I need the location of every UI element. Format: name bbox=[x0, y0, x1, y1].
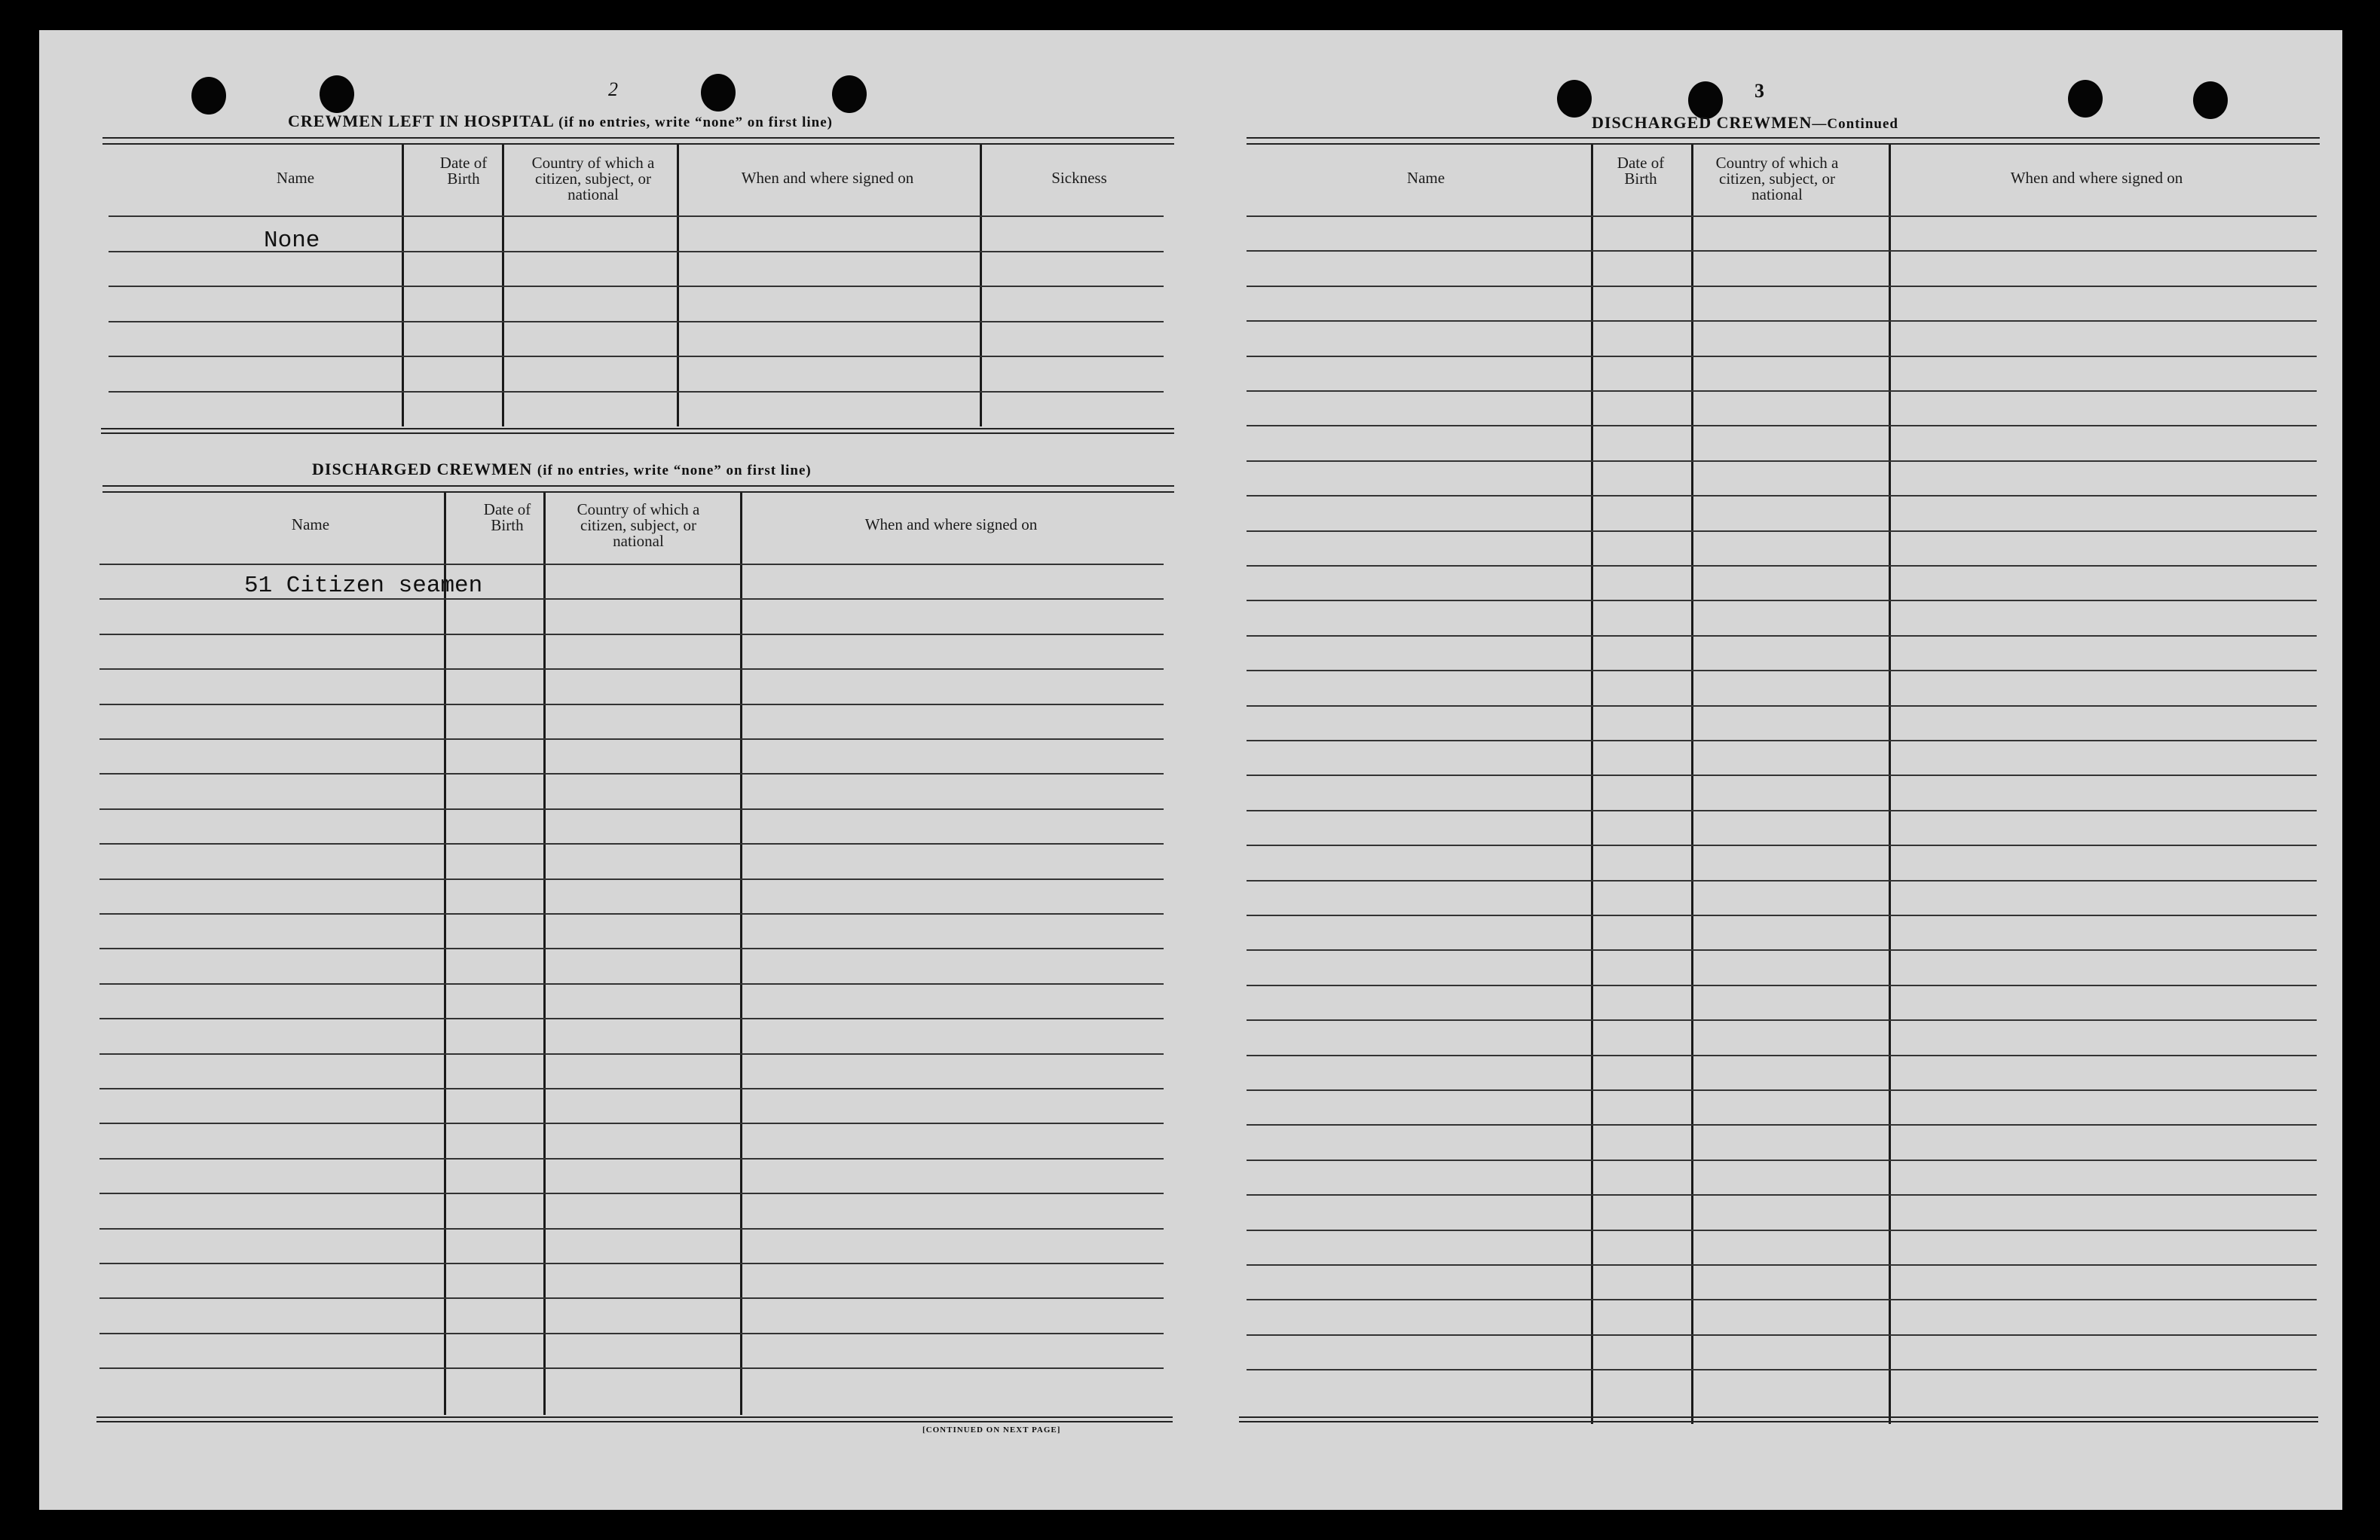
form-row-line bbox=[99, 878, 1164, 880]
divider bbox=[1239, 1416, 2318, 1418]
divider bbox=[102, 491, 1174, 493]
form-row-line bbox=[1247, 356, 2317, 357]
continued-title-suffix: —Continued bbox=[1812, 116, 1898, 132]
form-row-line bbox=[99, 634, 1164, 635]
col-head-country: Country of which a citizen, subject, or national bbox=[577, 500, 700, 550]
form-row-line bbox=[1247, 740, 2317, 741]
form-row-line bbox=[1247, 1055, 2317, 1056]
form-row-line bbox=[109, 286, 1164, 287]
form-row-line bbox=[1247, 670, 2317, 671]
form-row-line bbox=[99, 1193, 1164, 1194]
col-head-country: Country of which a citizen, subject, or national bbox=[531, 154, 655, 203]
form-row-line bbox=[1247, 460, 2317, 462]
column-divider bbox=[543, 493, 546, 1415]
form-row-line bbox=[1247, 775, 2317, 776]
form-row-line bbox=[1247, 1264, 2317, 1266]
form-row-line bbox=[99, 1367, 1164, 1369]
form-row-line bbox=[1247, 1160, 2317, 1161]
form-row-line bbox=[1247, 1230, 2317, 1231]
form-row-line bbox=[109, 321, 1164, 322]
hospital-title-instruction: (if no entries, write “none” on first line) bbox=[558, 115, 833, 130]
punch-hole bbox=[320, 75, 354, 113]
form-row-line bbox=[99, 1018, 1164, 1019]
form-row-line bbox=[99, 913, 1164, 915]
discharged-title-text: DISCHARGED CREWMEN bbox=[312, 460, 533, 478]
form-row-line bbox=[99, 983, 1164, 985]
page-number: 2 bbox=[608, 78, 618, 100]
hospital-title-text: CREWMEN LEFT IN HOSPITAL bbox=[288, 112, 554, 130]
form-row-line bbox=[99, 1053, 1164, 1055]
punch-hole bbox=[2068, 80, 2103, 118]
form-row-line bbox=[99, 773, 1164, 775]
form-row-line bbox=[1247, 600, 2317, 601]
continued-note: [CONTINUED ON NEXT PAGE] bbox=[922, 1425, 1061, 1435]
discharged-title-instruction: (if no entries, write “none” on first line) bbox=[537, 463, 812, 478]
form-row-line bbox=[99, 1297, 1164, 1299]
form-row-line bbox=[1247, 810, 2317, 811]
col-head-sickness: Sickness bbox=[1051, 169, 1107, 187]
form-row-line bbox=[99, 1123, 1164, 1124]
form-row-line bbox=[1247, 705, 2317, 707]
form-row-line bbox=[99, 1333, 1164, 1334]
form-row-line bbox=[99, 808, 1164, 810]
col-head-dob: Date of Birth bbox=[439, 154, 488, 188]
divider bbox=[102, 137, 1174, 139]
column-divider bbox=[740, 493, 742, 1415]
divider bbox=[1239, 1421, 2318, 1422]
form-row-line bbox=[1247, 1089, 2317, 1091]
form-row-line bbox=[1247, 530, 2317, 532]
divider bbox=[102, 143, 1174, 145]
col-head-signed-on: When and where signed on bbox=[741, 169, 914, 187]
form-row-line bbox=[1247, 390, 2317, 392]
form-row-line bbox=[1247, 1194, 2317, 1196]
form-row-line bbox=[1247, 215, 2317, 217]
form-row-line bbox=[109, 391, 1164, 393]
column-divider bbox=[1591, 145, 1593, 1424]
divider bbox=[1247, 137, 2320, 139]
hospital-section-title bbox=[288, 112, 833, 131]
col-head-name: Name bbox=[1406, 169, 1445, 187]
form-row-line bbox=[1247, 1299, 2317, 1300]
col-head-dob: Date of Birth bbox=[1617, 154, 1665, 188]
column-divider bbox=[444, 493, 446, 1415]
divider bbox=[101, 428, 1174, 429]
form-row-line bbox=[109, 356, 1164, 357]
col-head-name: Name bbox=[276, 169, 315, 187]
form-row-line bbox=[1247, 425, 2317, 426]
form-row-line bbox=[109, 215, 1164, 217]
divider bbox=[1247, 143, 2320, 145]
form-row-line bbox=[1247, 985, 2317, 986]
punch-hole bbox=[191, 77, 226, 115]
page-number: 3 bbox=[1754, 80, 1764, 102]
continued-title-text: DISCHARGED CREWMEN bbox=[1592, 113, 1813, 132]
form-row-line bbox=[1247, 495, 2317, 497]
form-row-line bbox=[1247, 286, 2317, 287]
col-head-dob: Date of Birth bbox=[483, 500, 531, 534]
form-row-line bbox=[99, 1228, 1164, 1230]
form-row-line bbox=[1247, 1019, 2317, 1021]
divider bbox=[101, 432, 1174, 434]
form-row-line bbox=[1247, 565, 2317, 567]
punch-hole bbox=[1557, 80, 1592, 118]
divider bbox=[102, 485, 1174, 487]
form-row-line bbox=[99, 738, 1164, 740]
discharged-continued-title bbox=[1592, 113, 1898, 133]
form-row-line bbox=[99, 564, 1164, 565]
form-row-line bbox=[1247, 1124, 2317, 1126]
hospital-row-name: None bbox=[264, 228, 320, 254]
col-head-signed-on: When and where signed on bbox=[2010, 169, 2183, 187]
col-head-country: Country of which a citizen, subject, or national bbox=[1715, 154, 1839, 203]
form-row-line bbox=[1247, 949, 2317, 951]
form-row-line bbox=[1247, 250, 2317, 252]
form-row-line bbox=[99, 1263, 1164, 1264]
form-row-line bbox=[1247, 845, 2317, 846]
punch-hole bbox=[832, 75, 867, 113]
form-row-line bbox=[1247, 915, 2317, 916]
form-row-line bbox=[1247, 635, 2317, 637]
discharged-section-title bbox=[312, 460, 812, 479]
column-divider bbox=[1691, 145, 1693, 1424]
form-row-line bbox=[99, 948, 1164, 949]
form-row-line bbox=[1247, 1369, 2317, 1370]
punch-hole bbox=[2193, 81, 2228, 119]
col-head-name: Name bbox=[291, 515, 330, 533]
divider bbox=[96, 1416, 1173, 1418]
column-divider bbox=[1889, 145, 1891, 1424]
document-page bbox=[39, 30, 2342, 1510]
form-row-line bbox=[99, 843, 1164, 845]
form-row-line bbox=[99, 704, 1164, 705]
form-row-line bbox=[99, 668, 1164, 670]
col-head-signed-on: When and where signed on bbox=[864, 515, 1038, 533]
form-row-line bbox=[1247, 1334, 2317, 1336]
punch-hole bbox=[701, 74, 736, 112]
form-row-line bbox=[99, 1158, 1164, 1160]
form-row-line bbox=[1247, 320, 2317, 322]
discharged-row-name: 51 Citizen seamen bbox=[244, 573, 483, 599]
form-row-line bbox=[99, 1088, 1164, 1089]
form-row-line bbox=[1247, 880, 2317, 882]
divider bbox=[96, 1421, 1173, 1422]
